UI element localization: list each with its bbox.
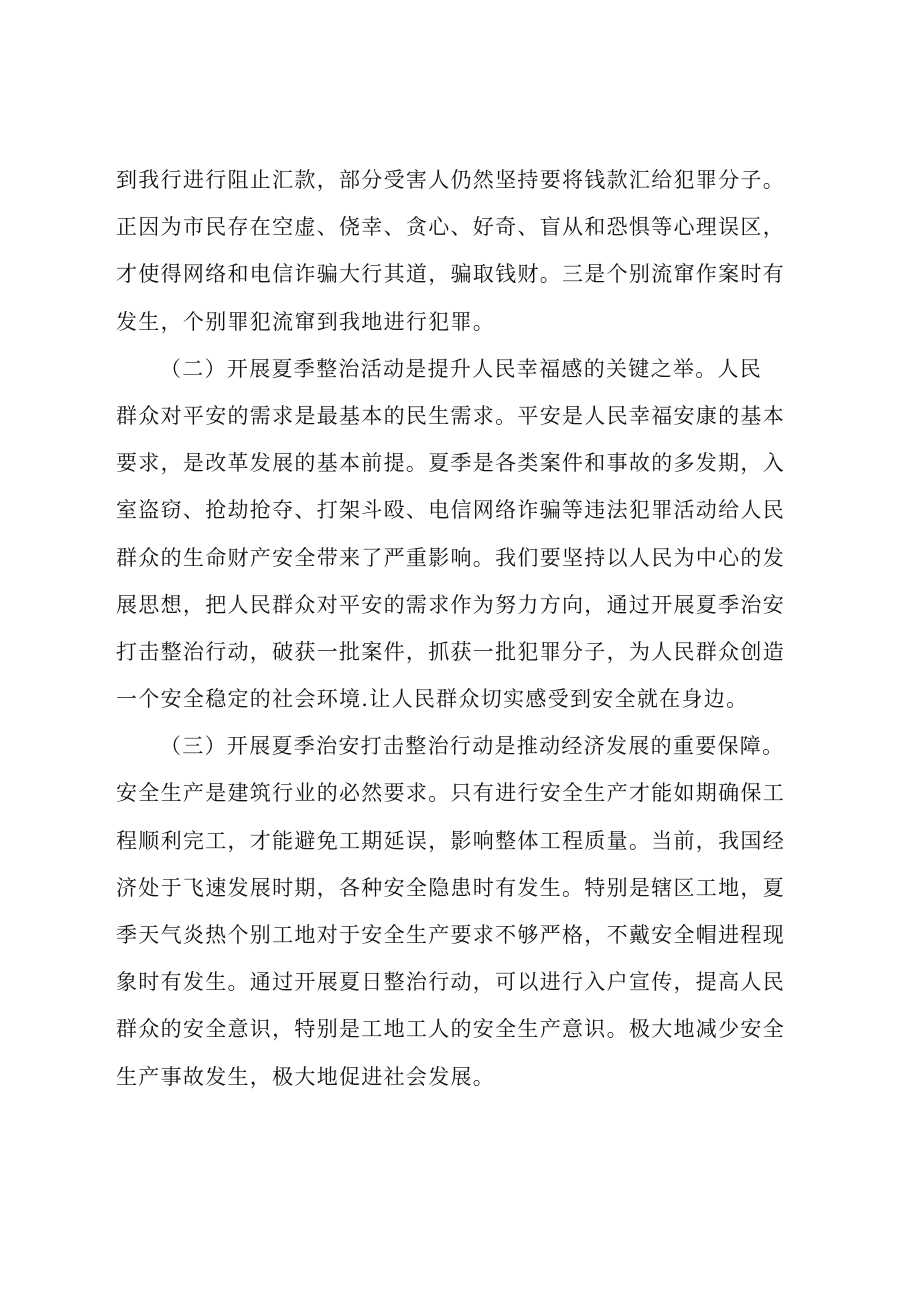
text-line: 季天气炎热个别工地对于安全生产要求不够严格，不戴安全帽进程现 bbox=[116, 923, 785, 947]
text-line: 发生，个别罪犯流窜到我地进行犯罪。 bbox=[116, 309, 496, 334]
text-line: 安全生产是建筑行业的必然要求。只有进行安全生产才能如期确保工 bbox=[116, 781, 785, 806]
text-line: 正因为市民存在空虚、侥幸、贪心、好奇、盲从和恐惧等心理误区， bbox=[116, 215, 785, 240]
text-line: 生产事故发生，极大地促进社会发展。 bbox=[116, 1064, 496, 1089]
section-heading-line: （二）开展夏季整治活动是提升人民幸福感的关键之举。人民 bbox=[160, 356, 763, 381]
text-line: 展思想，把人民群众对平安的需求作为努力方向，通过开展夏季治安 bbox=[116, 592, 785, 617]
body-text bbox=[116, 157, 806, 1101]
text-line: 室盗窃、抢劫抢夺、打架斗殴、电信网络诈骗等违法犯罪活动给人民 bbox=[116, 498, 785, 523]
text-line: 群众的生命财产安全带来了严重影响。我们要坚持以人民为中心的发 bbox=[116, 545, 785, 570]
section-heading-line: （三）开展夏季治安打击整治行动是推动经济发展的重要保障。 bbox=[160, 734, 785, 759]
text-line: 程顺利完工，才能避免工期延误，影响整体工程质量。当前，我国经 bbox=[116, 828, 785, 853]
text-line: 一个安全稳定的社会环境.让人民群众切实感受到安全就在身边。 bbox=[116, 687, 749, 712]
text-line: 群众对平安的需求是最基本的民生需求。平安是人民幸福安康的基本 bbox=[116, 403, 785, 428]
text-line: 才使得网络和电信诈骗大行其道，骗取钱财。三是个别流窜作案时有 bbox=[116, 262, 785, 287]
text-line: 象时有发生。通过开展夏日整治行动，可以进行入户宣传，提高人民 bbox=[116, 970, 785, 995]
text-line: 群众的安全意识，特别是工地工人的安全生产意识。极大地减少安全 bbox=[116, 1017, 785, 1042]
text-line: 到我行进行阻止汇款，部分受害人仍然坚持要将钱款汇给犯罪分子。 bbox=[116, 168, 785, 192]
text-line: 打击整治行动，破获一批案件，抓获一批犯罪分子，为人民群众创造 bbox=[116, 639, 785, 664]
text-line: 济处于飞速发展时期，各种安全隐患时有发生。特别是辖区工地，夏 bbox=[116, 875, 785, 900]
text-line: 要求，是改革发展的基本前提。夏季是各类案件和事故的多发期，入 bbox=[116, 451, 785, 476]
